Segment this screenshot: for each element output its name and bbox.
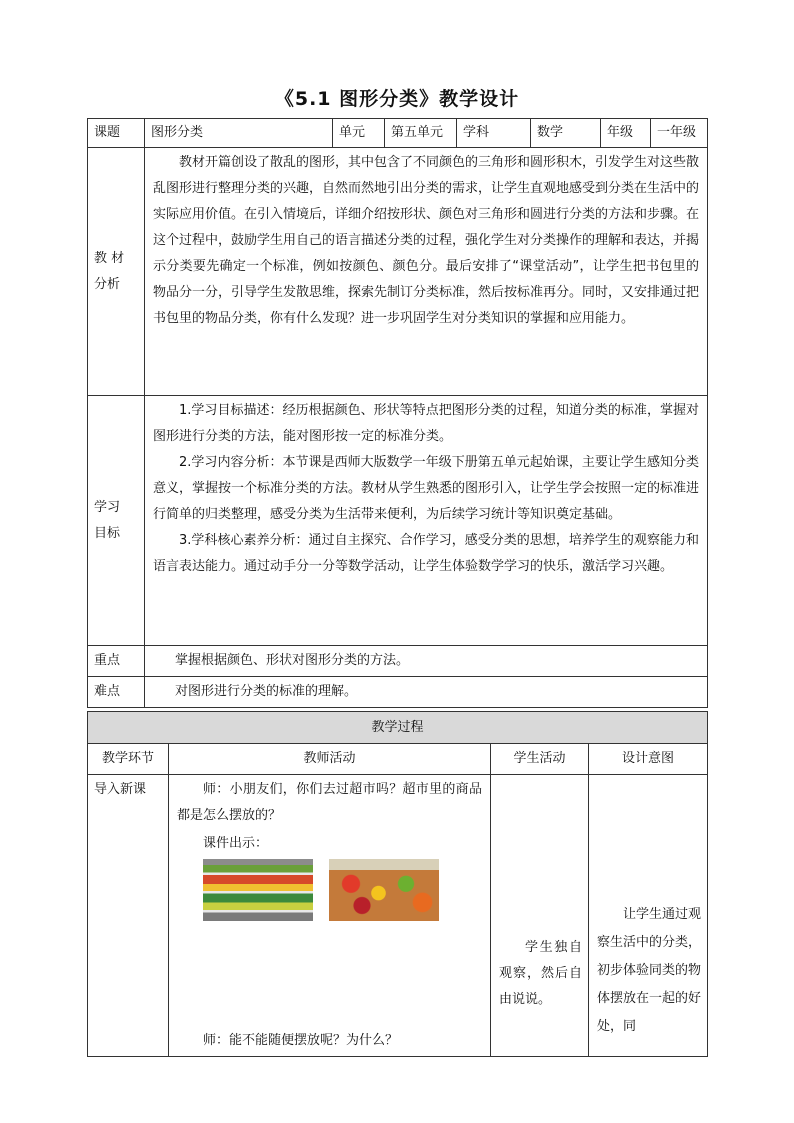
fruit-display-image [329, 859, 439, 921]
student-activity-cell [491, 775, 589, 1057]
student-activity-text: 学生独自观察，然后自由说说。 [499, 940, 582, 1007]
objectives-label-line1: 学习 [94, 499, 121, 515]
objectives-p1: 1.学习目标描述：经历根据颜色、形状等特点把图形分类的过程，知道分类的标准，掌握对图形进行分类的方法，能对图形按一定的标准分类。 [153, 403, 699, 444]
key-point-text: 掌握根据颜色、形状对图形分类的方法。 [145, 646, 708, 677]
courseware-images [177, 859, 482, 931]
process-heading: 教学过程 [88, 712, 708, 744]
analysis-text: 教材开篇创设了散乱的图形，其中包含了不同颜色的三角形和圆形积木，引发学生对这些散乱图形进行整理分类的兴趣，自然而然地引出分类的需求，让学生直观地感受到分类在生活中的实际应用价值。在引入情境后，详细介绍按形状、颜色对三角形和圆进行分类的方法和步骤。在这个过程中，鼓励学生用自己的语言描述分类的过程，强化学生对分类操作的理解和表达，并揭示分类要先确定一个标准，例如按颜色、颜色分。最后安排了“课堂活动”，让学生把书包里的物品分一分，引导学生发散思维，探索先制订分类标准，然后按标准再分。同时，又安排通过把书包里的物品分类，你有什么发现？进一步巩固学生对分类知识的掌握和应用能力。 [153, 155, 700, 326]
subject-value: 数学 [531, 119, 601, 148]
objectives-p2: 2.学习内容分析：本节课是西师大版数学一年级下册第五单元起始课，主要让学生感知分类意义，掌握按一个标准分类的方法。教材从学生熟悉的图形引入，让学生学会按照一定的标准进行简单的归类整理，感受分类为生活带来便利，为后续学习统计等知识奠定基础。 [153, 455, 700, 522]
column-header-student: 学生活动 [491, 744, 589, 775]
page-title: 《5.1 图形分类》教学设计 [274, 88, 520, 110]
column-header-teacher: 教师活动 [169, 744, 491, 775]
unit-value: 第五单元 [385, 119, 457, 148]
analysis-body [145, 148, 708, 396]
subject-label: 学科 [457, 119, 531, 148]
process-table [87, 711, 708, 1057]
design-intent-text: 让学生通过观察生活中的分类，初步体验同类的物体摆放在一起的好处，同 [597, 907, 702, 1034]
supermarket-shelf-image [203, 859, 313, 921]
column-header-stage: 教学环节 [88, 744, 169, 775]
analysis-label [88, 148, 145, 396]
difficulty-text: 对图形进行分类的标准的理解。 [145, 677, 708, 708]
topic-value: 图形分类 [145, 119, 333, 148]
analysis-label-line2: 分析 [94, 276, 121, 292]
grade-label: 年级 [601, 119, 651, 148]
analysis-label-line1: 教 材 [94, 250, 125, 266]
objectives-label [88, 396, 145, 646]
unit-label: 单元 [333, 119, 385, 148]
topic-label: 课题 [88, 119, 145, 148]
teacher-question-1: 师：小朋友们，你们去过超市吗？超市里的商品都是怎么摆放的？ [177, 782, 482, 823]
difficulty-label: 难点 [88, 677, 145, 708]
grade-value: 一年级 [651, 119, 708, 148]
key-point-label: 重点 [88, 646, 145, 677]
objectives-p3: 3.学科核心素养分析：通过自主探究、合作学习，感受分类的思想，培养学生的观察能力和语言表达能力。通过动手分一分等数学活动，让学生体验数学学习的快乐，激活学习兴趣。 [153, 533, 699, 574]
objectives-body [145, 396, 708, 646]
info-table [87, 118, 708, 708]
column-header-intent: 设计意图 [589, 744, 708, 775]
courseware-label: 课件出示： [203, 836, 269, 851]
objectives-label-line2: 目标 [94, 525, 121, 541]
teacher-question-2: 师：能不能随便摆放呢？为什么？ [203, 1033, 399, 1048]
teacher-activity-cell [169, 775, 491, 1057]
design-intent-cell [589, 775, 708, 1057]
stage-cell: 导入新课 [88, 775, 169, 1057]
